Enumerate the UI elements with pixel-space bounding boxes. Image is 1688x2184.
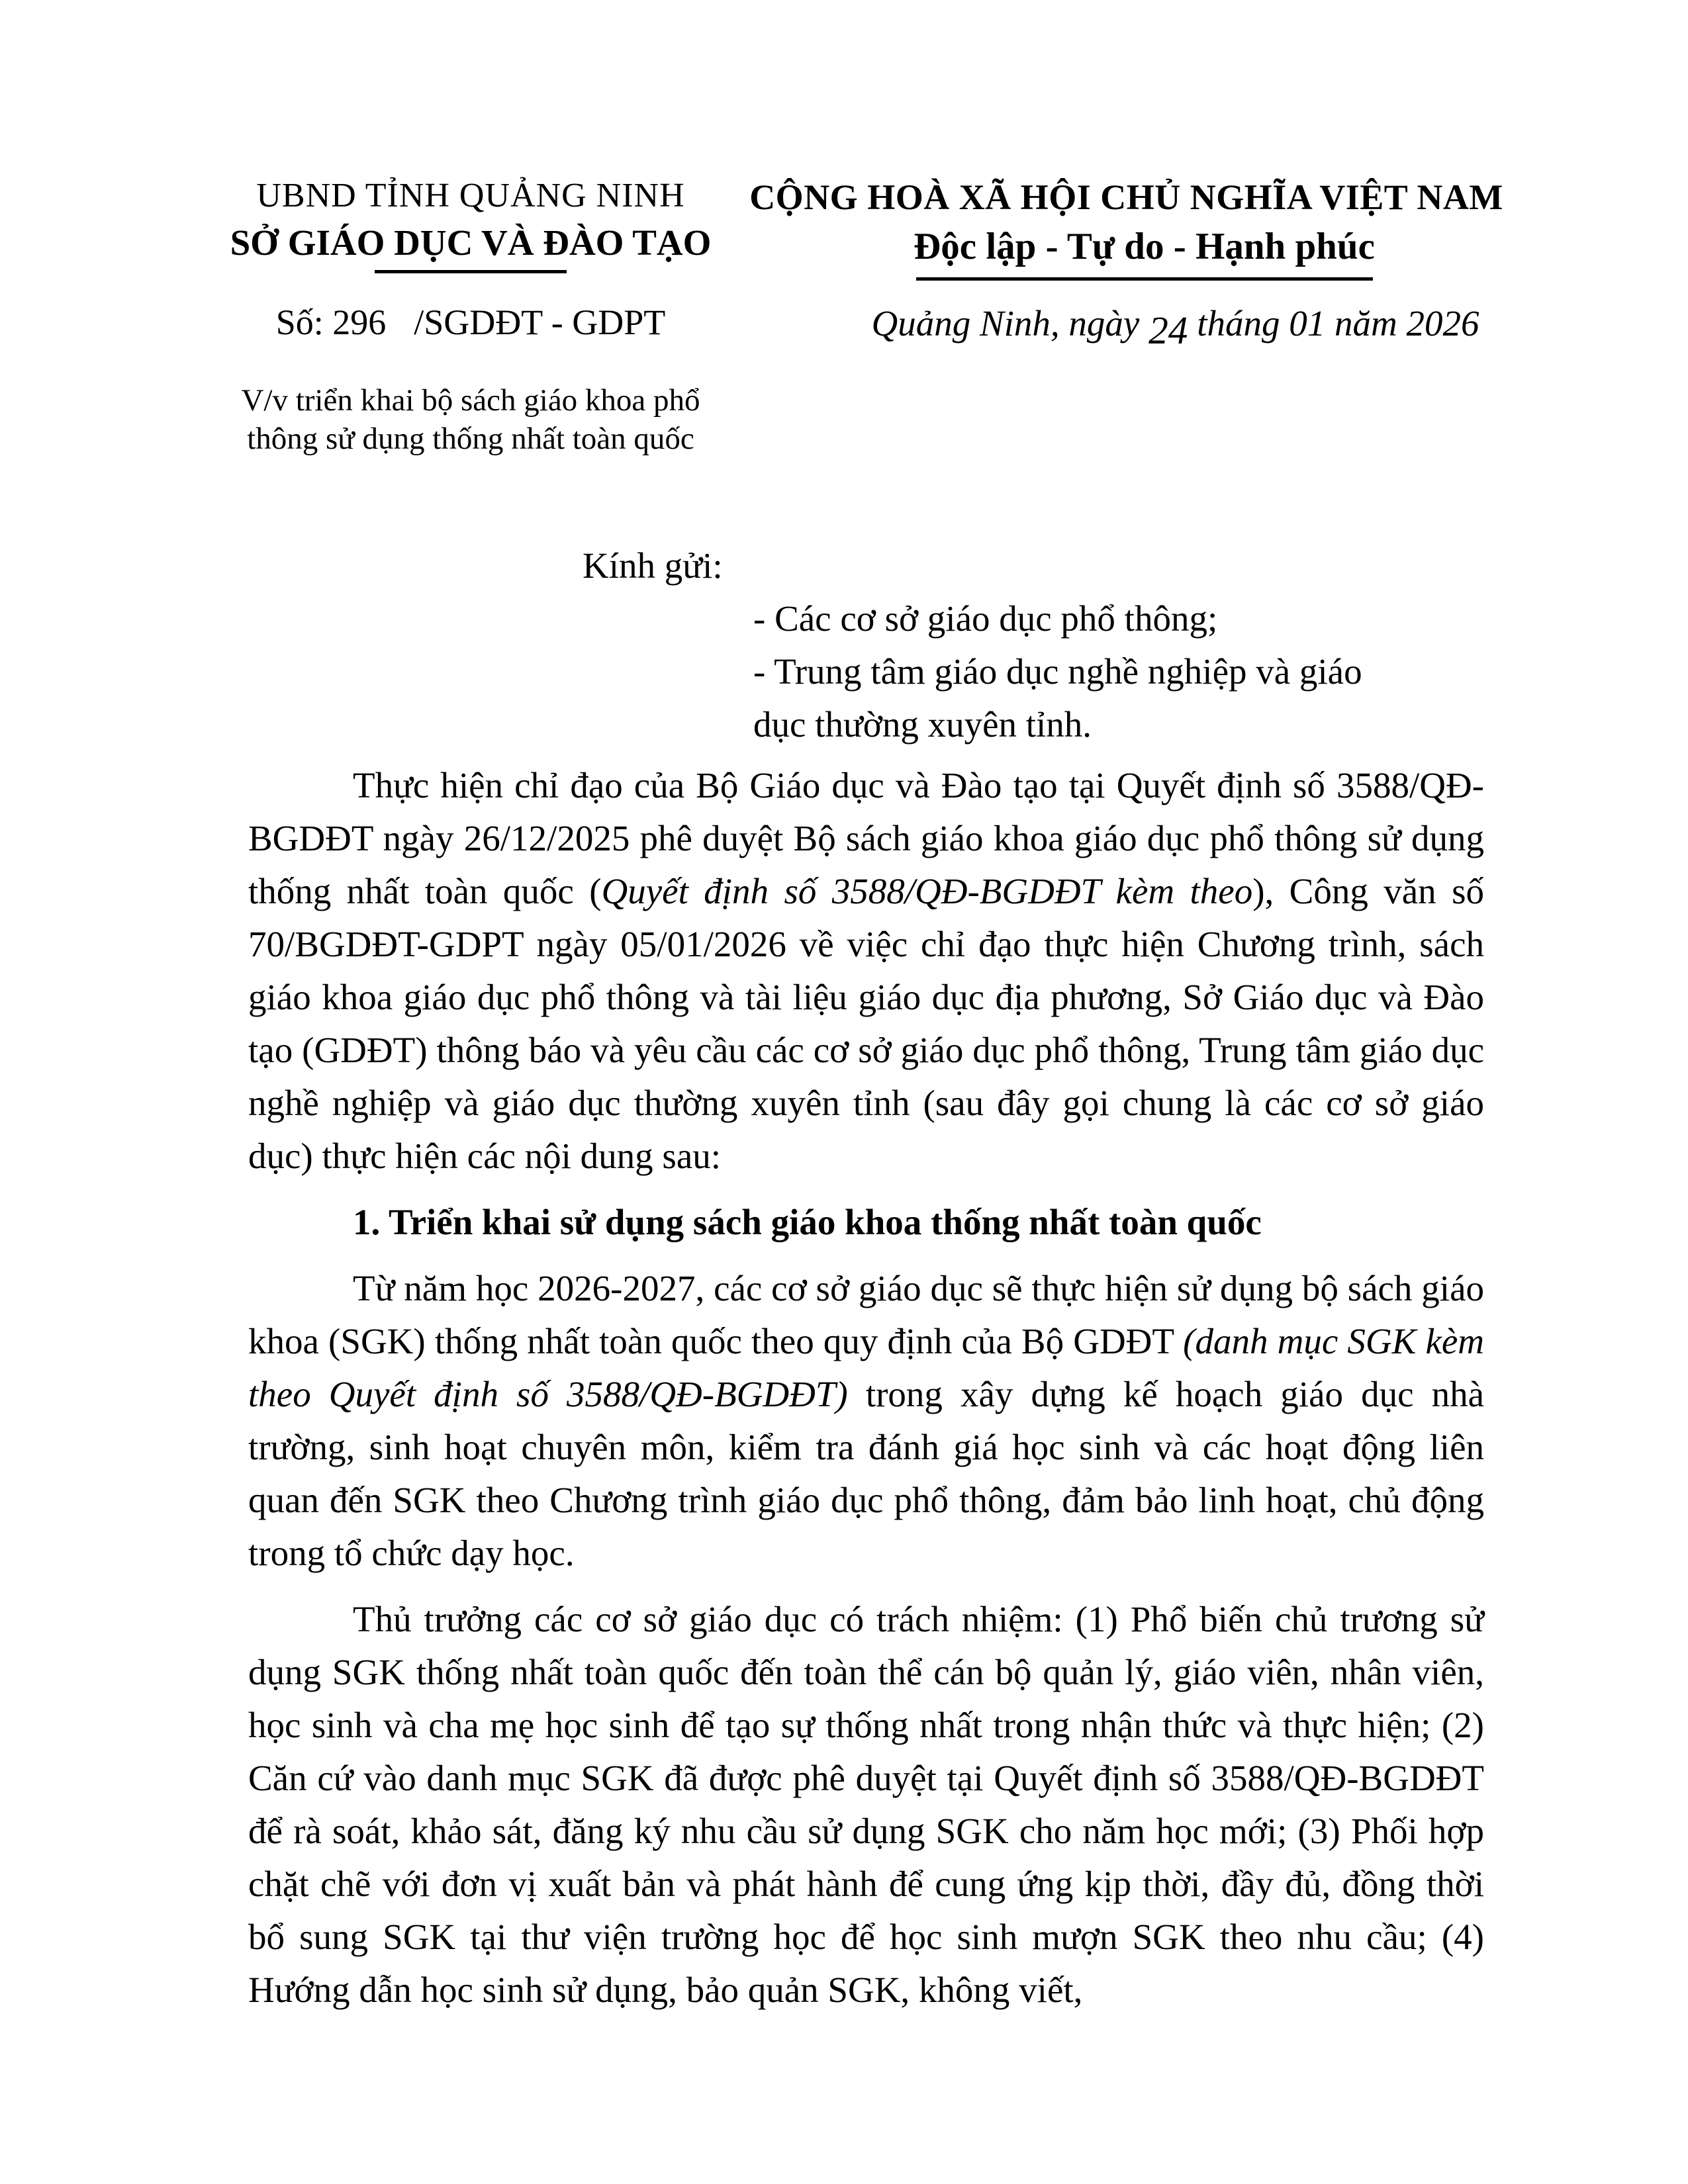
text-run: ), Công văn số 70/BGDĐT-GDPT ngày 05/01/2026 về việc chỉ đạo thực hiện Chương trình, sách giáo khoa giáo dục phổ thông và tài liệu giáo dục địa phương, Sở Giáo dục và Đào tạo (GDĐT) thông báo và yêu cầu các cơ sở giáo dục phổ thông, Trung tâm giáo dục nghề nghiệp và giáo dục thường xuyên tỉnh (sau đây gọi chung là các cơ sở giáo dục) thực hiện các nội dung sau:: [248, 871, 1484, 1176]
date-place-prefix: Quảng Ninh, ngày: [871, 303, 1149, 343]
doc-number-line: [218, 301, 723, 344]
subject-line: V/v triển khai bộ sách giáo khoa phổ thông sử dụng thống nhất toàn quốc: [241, 383, 700, 456]
body-paragraph: [248, 1262, 1484, 1580]
org-name-rule: [375, 270, 567, 273]
org-name: SỞ GIÁO DỤC VÀ ĐÀO TẠO: [230, 222, 712, 263]
text-run: Thủ trưởng các cơ sở giáo dục có trách nhiệm: (1) Phổ biến chủ trương sử dụng SGK thống nhất toàn quốc đến toàn thể cán bộ quản lý, giáo viên, nhân viên, học sinh và cha mẹ học sinh để tạo sự thống nhất trong nhận thức và thực hiện; (2) Căn cứ vào danh mục SGK đã được phê duyệt tại Quyết định số 3588/QĐ-BGDĐT để rà soát, khảo sát, đăng ký nhu cầu sử dụng SGK cho năm học mới; (3) Phối hợp chặt chẽ với đơn vị xuất bản và phát hành để cung ứng kịp thời, đầy đủ, đồng thời bổ sung SGK tại thư viện trường học để học sinh mượn SGK theo nhu cầu; (4) Hướng dẫn học sinh sử dụng, bảo quản SGK, không viết,: [248, 1599, 1484, 2010]
recipients-section: [248, 539, 1483, 751]
body-text: [248, 759, 1484, 2030]
letterhead-left-column: [218, 175, 723, 458]
recipient-item: - Trung tâm giáo dục nghề nghiệp và giáo dục thường xuyên tỉnh.: [753, 651, 1362, 745]
letterhead-right-column: [723, 175, 1503, 458]
motto-rule: [916, 277, 1373, 281]
org-parent-name: UBND TỈNH QUẢNG NINH: [256, 177, 685, 214]
date-suffix: tháng 01 năm 2026: [1188, 303, 1479, 343]
doc-number-label: Số: 296: [275, 302, 387, 342]
recipient-list: [753, 592, 1415, 751]
section-heading-1: [248, 1196, 1484, 1249]
body-paragraph: [248, 759, 1484, 1183]
text-run: 1. Triển khai sử dụng sách giáo khoa thống nhất toàn quốc: [353, 1202, 1262, 1242]
text-run: Thực hiện chỉ đạo của Bộ Giáo dục và Đào tạo tại Quyết định số 3588/QĐ-BGDĐT ngày 26/12/2025 phê duyệt Bộ sách giáo khoa giáo dục phổ thông sử dụng thống nhất toàn quốc (: [248, 765, 1484, 911]
national-motto-line: Độc lập - Tự do - Hạnh phúc: [914, 226, 1375, 267]
doc-number-symbol: /SGDĐT - GDPT: [414, 302, 666, 342]
recipient-item: - Các cơ sở giáo dục phổ thông;: [753, 598, 1218, 639]
date-day-number: 24: [1149, 308, 1188, 352]
text-run: Từ năm học 2026-2027, các cơ sở giáo dục sẽ thực hiện sử dụng bộ sách giáo khoa (SGK) thống nhất toàn quốc theo quy định của Bộ GDĐT: [248, 1268, 1484, 1361]
text-run: Quyết định số 3588/QĐ-BGDĐT kèm theo: [601, 871, 1253, 911]
letterhead: [218, 175, 1503, 458]
kinh-gui-label: Kính gửi:: [583, 545, 723, 586]
body-paragraph: [248, 1593, 1484, 2017]
text-run: (danh mục SGK kèm theo Quyết định số 3588/QĐ-BGDĐT): [248, 1321, 1484, 1414]
dateline: [790, 300, 1560, 352]
national-name-line: CỘNG HOÀ XÃ HỘI CHỦ NGHĨA VIỆT NAM: [749, 177, 1503, 217]
text-run: trong xây dựng kế hoạch giáo dục nhà trường, sinh hoạt chuyên môn, kiểm tra đánh giá học sinh và các hoạt động liên quan đến SGK theo Chương trình giáo dục phổ thông, đảm bảo linh hoạt, chủ động trong tổ chức dạy học.: [248, 1374, 1484, 1573]
